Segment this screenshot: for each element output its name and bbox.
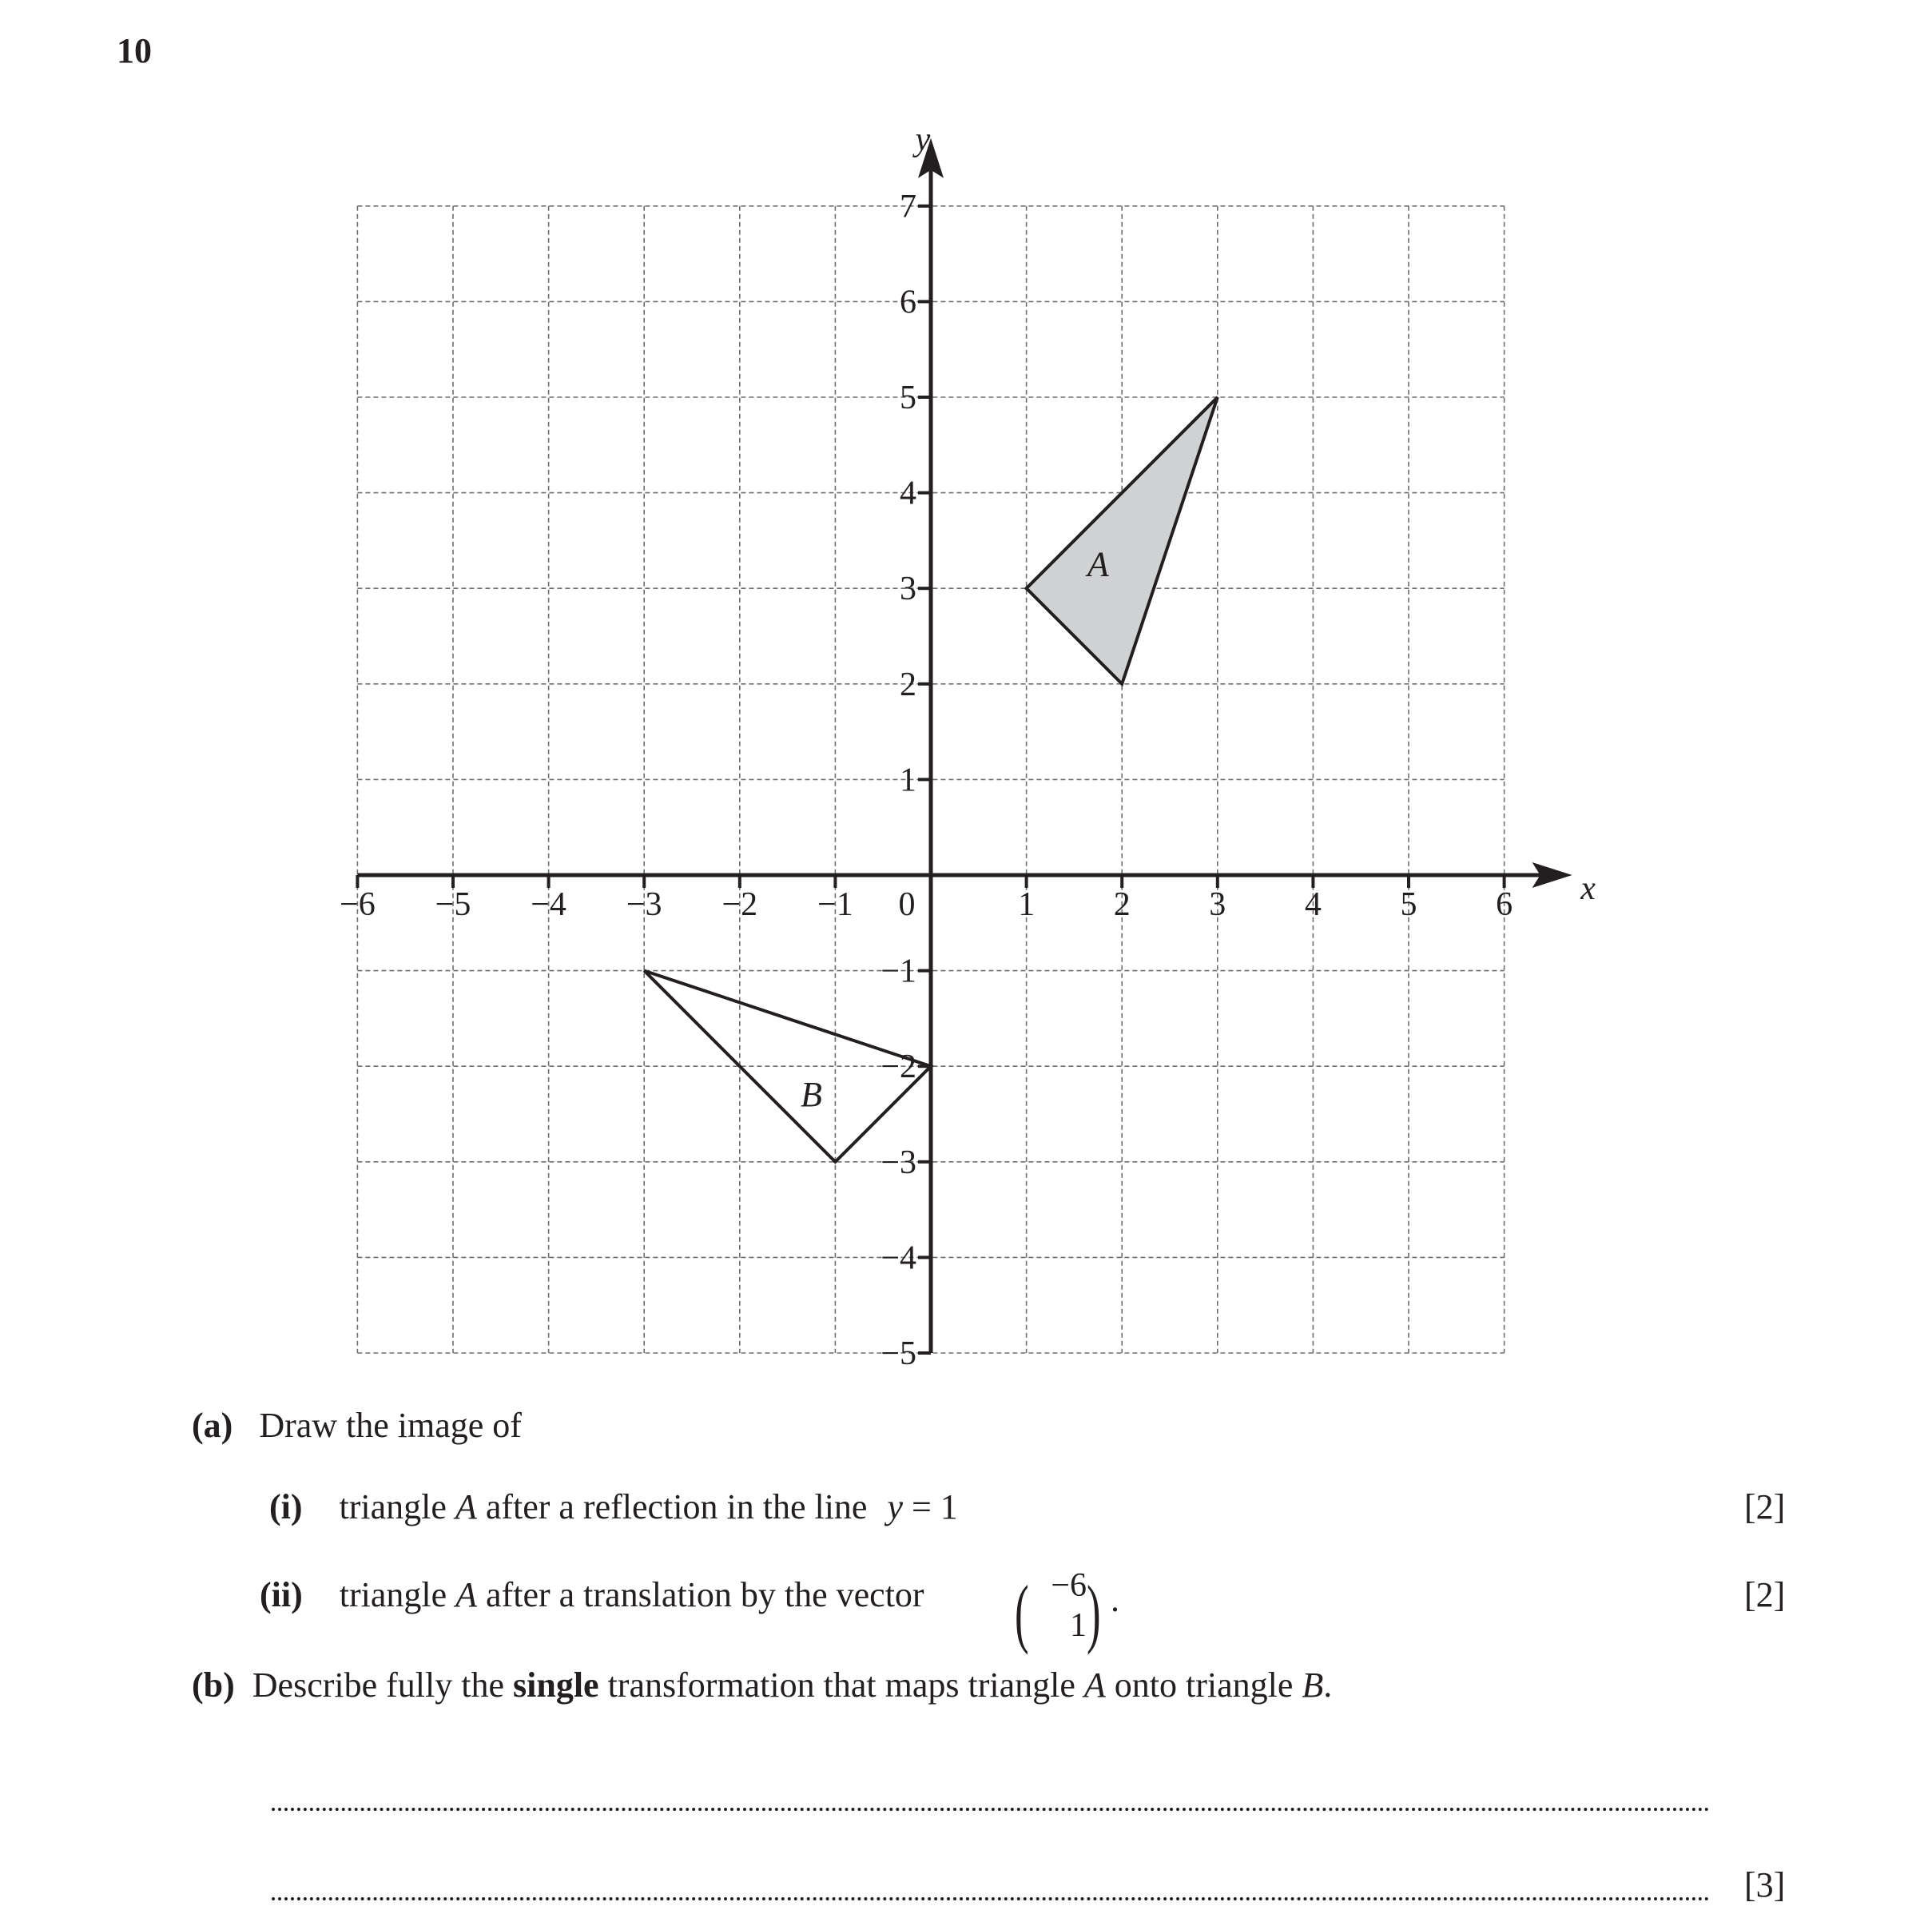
- part-b-var2: B: [1302, 1665, 1324, 1705]
- part-b-marks: [3]: [1744, 1865, 1786, 1904]
- part-a-ii-marks: [2]: [1744, 1575, 1786, 1614]
- y-axis-label: y: [915, 121, 931, 158]
- x-tick-label: 1: [1018, 886, 1036, 923]
- part-a-i-marks: [2]: [1744, 1487, 1786, 1526]
- x-tick-label: 5: [1400, 886, 1417, 923]
- part-a-i-pre: triangle: [339, 1487, 455, 1526]
- part-a-i-label: (i): [269, 1487, 303, 1526]
- part-b-label: (b): [192, 1665, 235, 1705]
- part-a-i-eq-var: y: [887, 1487, 903, 1526]
- y-tick-label: 4: [900, 475, 916, 512]
- x-tick-label: −6: [340, 886, 376, 923]
- vector-left-paren: (: [1015, 1570, 1029, 1655]
- part-b: [192, 1665, 1332, 1705]
- x-tick-label: −1: [817, 886, 853, 923]
- part-b-t1: Describe fully the: [252, 1665, 513, 1705]
- x-tick-label: −5: [435, 886, 471, 923]
- part-b-t2: transformation that maps triangle: [598, 1665, 1084, 1705]
- vector-right-paren: ): [1087, 1570, 1101, 1655]
- y-tick-label: 5: [900, 380, 916, 416]
- part-a-ii-pre: triangle: [339, 1575, 456, 1614]
- y-tick-label: −4: [881, 1240, 916, 1277]
- x-tick-label: 6: [1496, 886, 1513, 923]
- part-b-bold: single: [513, 1665, 599, 1705]
- y-tick-label: 7: [900, 188, 916, 225]
- vector-period: .: [1111, 1580, 1119, 1619]
- part-a-label: (a): [192, 1406, 233, 1445]
- y-tick-label: −2: [881, 1049, 916, 1086]
- y-tick-label: −3: [881, 1144, 916, 1181]
- y-tick-label: 2: [900, 666, 916, 703]
- part-b-t3: onto triangle: [1105, 1665, 1302, 1705]
- x-tick-label: 4: [1304, 886, 1322, 923]
- x-tick-label: 3: [1209, 886, 1226, 923]
- x-tick-label: 2: [1113, 886, 1131, 923]
- part-a-i-post: after a reflection in the line: [476, 1487, 877, 1526]
- answer-line-1[interactable]: [272, 1808, 1710, 1811]
- y-tick-label: −5: [881, 1335, 916, 1372]
- part-a-i: [269, 1486, 958, 1527]
- triangle-a-label: A: [1087, 544, 1109, 584]
- vector-top: −6: [1051, 1567, 1087, 1604]
- x-axis-label: x: [1580, 870, 1596, 907]
- part-a-i-var: A: [455, 1487, 477, 1526]
- x-tick-label: −3: [626, 886, 662, 923]
- vector-bottom: 1: [1070, 1607, 1087, 1644]
- part-a: [192, 1405, 522, 1446]
- part-a-i-eq-rest: = 1: [902, 1487, 958, 1526]
- origin-label: 0: [898, 886, 916, 923]
- part-a-ii-var: A: [455, 1575, 478, 1614]
- answer-line-2[interactable]: [272, 1897, 1710, 1900]
- triangle-b-label: B: [801, 1075, 822, 1115]
- question-number: 10: [117, 31, 152, 70]
- x-tick-label: −4: [531, 886, 566, 923]
- y-tick-label: −1: [881, 953, 916, 990]
- part-a-text: Draw the image of: [259, 1406, 522, 1445]
- part-b-var1: A: [1083, 1665, 1106, 1705]
- y-tick-label: 6: [900, 284, 916, 321]
- y-tick-label: 1: [900, 762, 916, 799]
- part-a-ii-label: (ii): [260, 1575, 303, 1614]
- part-a-ii: [260, 1574, 924, 1615]
- y-tick-label: 3: [900, 571, 916, 608]
- part-a-ii-post: after a translation by the vector: [477, 1575, 924, 1614]
- x-tick-label: −2: [722, 886, 758, 923]
- part-b-t4: .: [1323, 1665, 1333, 1705]
